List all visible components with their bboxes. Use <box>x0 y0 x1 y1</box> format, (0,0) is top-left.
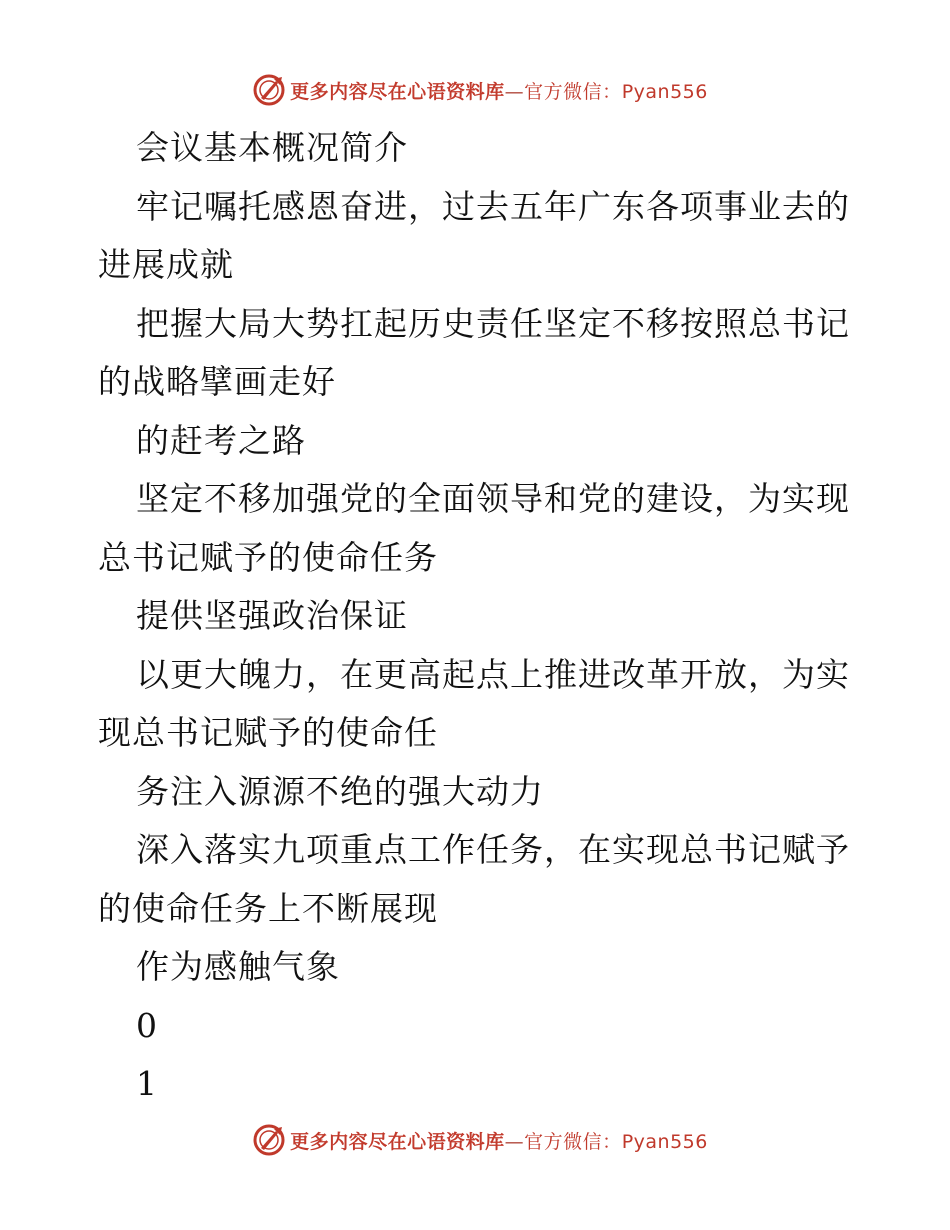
quill-logo-icon <box>252 1123 286 1157</box>
header-banner <box>0 70 950 110</box>
paragraph-3: 把握大局大势扛起历史责任坚定不移按照总书记的战略擘画走好 <box>98 303 850 401</box>
header-banner-official: 官方微信： <box>524 80 622 103</box>
paragraph-8: 务注入源源不绝的强大动力 <box>136 771 544 811</box>
paragraph-6: 提供坚强政治保证 <box>136 596 408 635</box>
footer-banner-title: 更多内容尽在心语资料库 <box>290 1130 505 1153</box>
footer-banner-official: 官方微信： <box>524 1130 622 1153</box>
paragraph-1: 会议基本概况简介 <box>136 128 408 167</box>
paragraph-9: 深入落实九项重点工作任务，在实现总书记赋予的使命任务上不断展现 <box>98 830 850 928</box>
paragraph-4: 的赶考之路 <box>136 420 306 460</box>
document-body <box>98 119 858 1114</box>
header-banner-wechat-id: Pyan556 <box>621 80 708 103</box>
header-banner-text <box>290 77 708 104</box>
paragraph-7: 以更大魄力，在更高起点上推进改革开放，为实现总书记赋予的使命任 <box>98 654 850 752</box>
footer-banner-text <box>290 1127 708 1154</box>
header-banner-dash: — <box>504 80 525 103</box>
header-banner-title: 更多内容尽在心语资料库 <box>290 80 505 103</box>
header-banner-inner <box>252 73 708 107</box>
footer-banner-inner <box>252 1123 708 1157</box>
paragraph-2: 牢记嘱托感恩奋进，过去五年广东各项事业去的进展成就 <box>98 186 850 284</box>
footer-banner-wechat-id: Pyan556 <box>621 1130 708 1153</box>
footer-banner-dash: — <box>504 1130 525 1153</box>
paragraph-12: 1 <box>136 1064 158 1103</box>
quill-logo-icon <box>252 73 286 107</box>
paragraph-10: 作为感触气象 <box>136 947 340 986</box>
paragraph-11: 0 <box>136 1005 158 1045</box>
footer-banner <box>0 1120 950 1160</box>
paragraph-5: 坚定不移加强党的全面领导和党的建设，为实现总书记赋予的使命任务 <box>98 479 850 577</box>
